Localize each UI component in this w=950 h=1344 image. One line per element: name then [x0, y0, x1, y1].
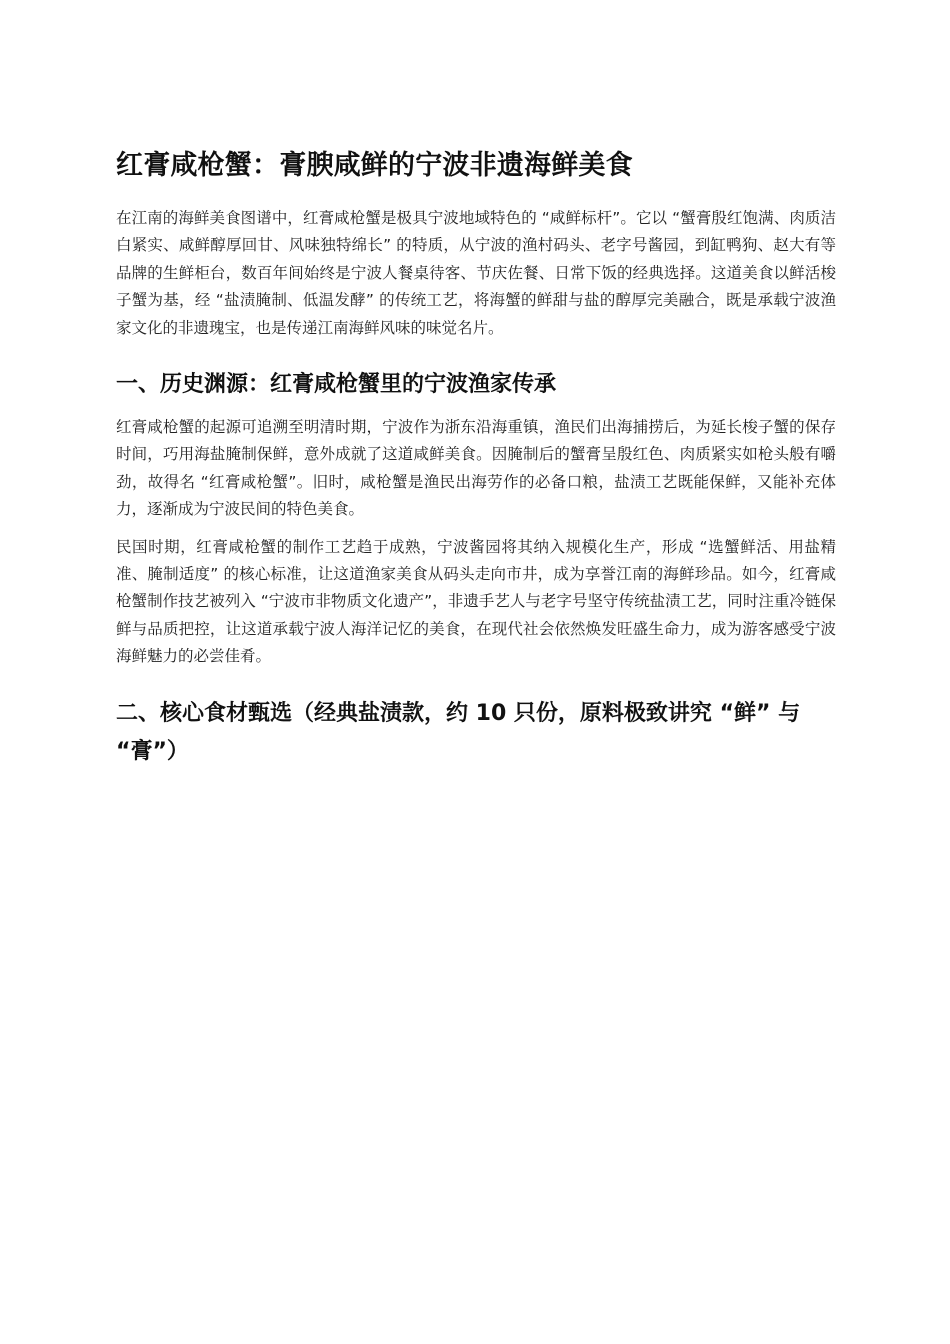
- document-title: 红膏咸枪蟹：膏腴咸鲜的宁波非遗海鲜美食: [116, 150, 633, 181]
- section-heading-ingredients: 二、核心食材甄选（经典盐渍款，约 10 只份，原料极致讲究 “鲜” 与 “膏”）: [116, 700, 801, 764]
- history-paragraph-2: 民国时期，红膏咸枪蟹的制作工艺趋于成熟，宁波酱园将其纳入规模化生产，形成 “选蟹鲜活、用盐精准、腌制适度” 的核心标准，让这道渔家美食从码头走向市井，成为享誉江南的海鲜珍品。如今，红膏咸枪蟹制作技艺被列入 “宁波市非物质文化遗产”，非遗手艺人与老字号坚守传统盐渍工艺，同时注重冷链保鲜与品质把控，让这道承载宁波人海洋记忆的美食，在现代社会依然焕发旺盛生命力，成为游客感受宁波海鲜魅力的必尝佳肴。: [116, 537, 836, 666]
- spacer: [116, 352, 836, 366]
- document-page: [116, 147, 836, 781]
- spacer: [116, 681, 836, 695]
- intro-paragraph: 在江南的海鲜美食图谱中，红膏咸枪蟹是极具宁波地域特色的 “咸鲜标杆”。它以 “蟹膏殷红饱满、肉质洁白紧实、咸鲜醇厚回甘、风味独特绵长” 的特质，从宁波的渔村码头、老字号酱园，到缸鸭狗、赵大有等品牌的生鲜柜台，数百年间始终是宁波人餐桌待客、节庆佐餐、日常下饭的经典选择。这道美食以鲜活梭子蟹为基，经 “盐渍腌制、低温发酵” 的传统工艺，将海蟹的鲜甜与盐的醇厚完美融合，既是承载宁波渔家文化的非遗瑰宝，也是传递江南海鲜风味的味觉名片。: [116, 209, 836, 337]
- history-paragraph-1: 红膏咸枪蟹的起源可追溯至明清时期，宁波作为浙东沿海重镇，渔民们出海捕捞后，为延长梭子蟹的保存时间，巧用海盐腌制保鲜，意外成就了这道咸鲜美食。因腌制后的蟹膏呈殷红色、肉质紧实如枪头般有嚼劲，故得名 “红膏咸枪蟹”。旧时，咸枪蟹是渔民出海劳作的必备口粮，盐渍工艺既能保鲜，又能补充体力，逐渐成为宁波民间的特色美食。: [116, 418, 836, 519]
- section-heading-history: 一、历史渊源：红膏咸枪蟹里的宁波渔家传承: [116, 372, 557, 398]
